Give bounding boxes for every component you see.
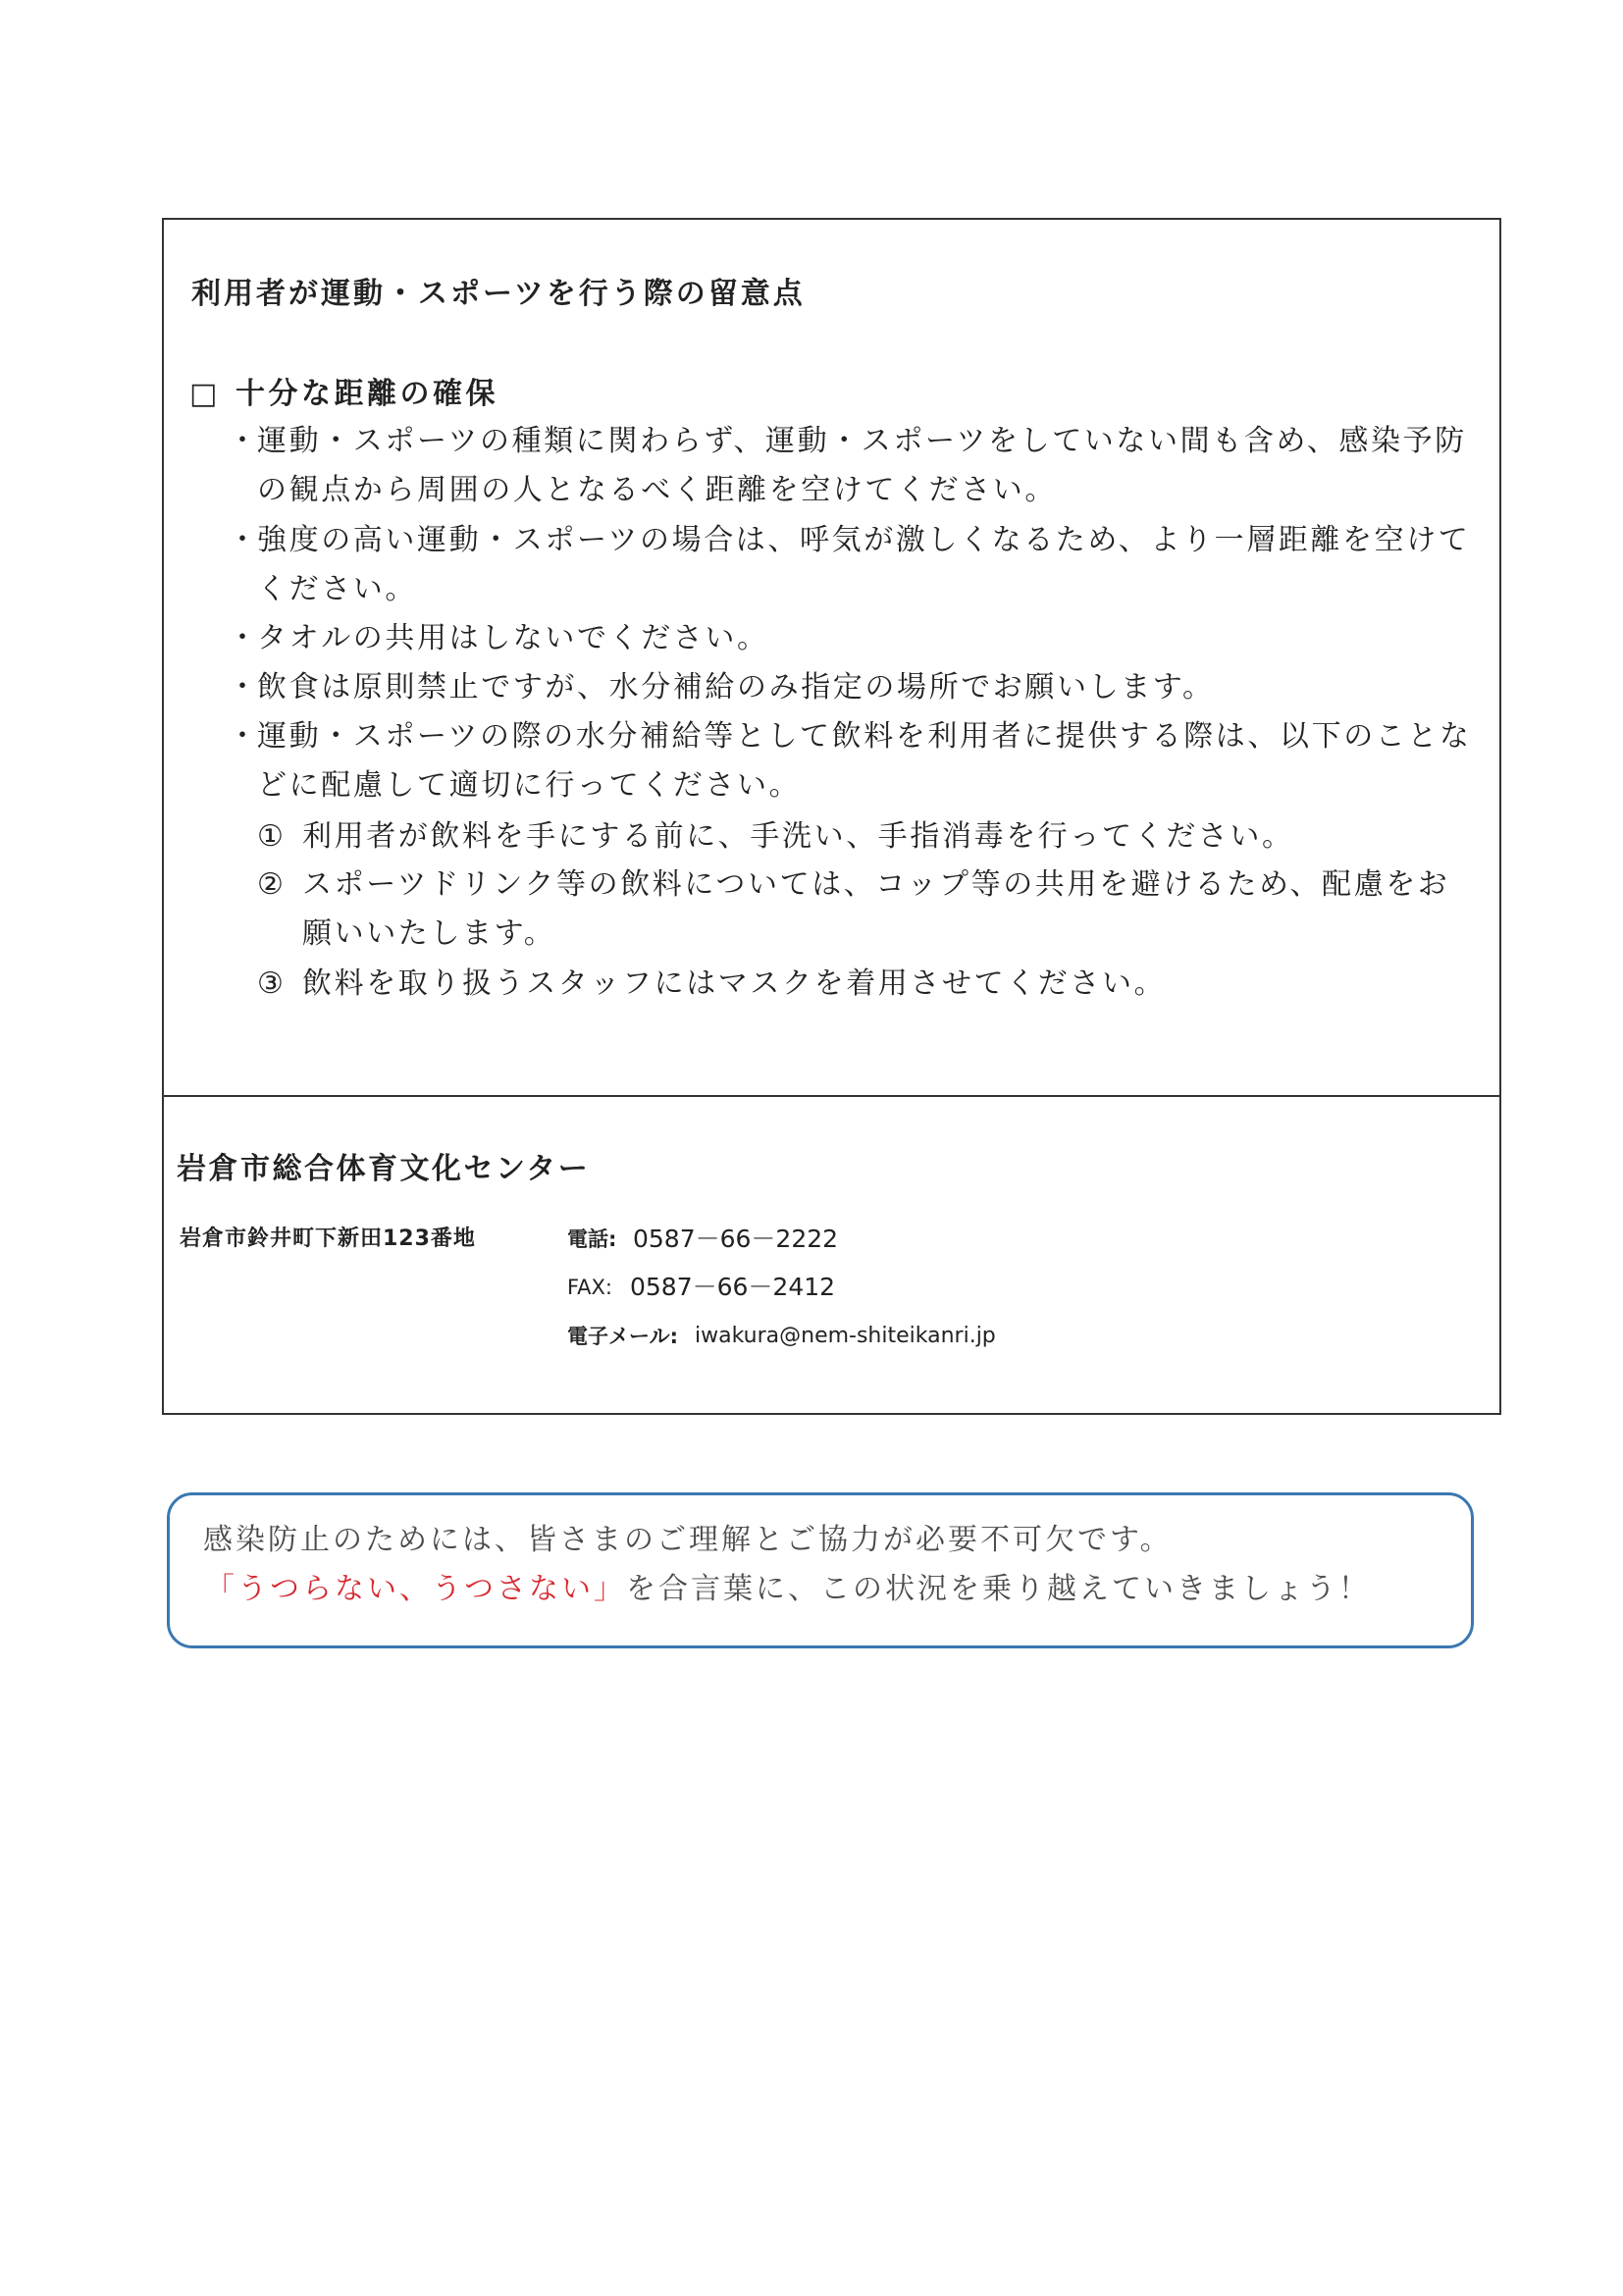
frame-divider [162, 1095, 1501, 1097]
number-marker: ③ [257, 966, 284, 1001]
numbered-line-continuation: 願いいたします。 [302, 916, 556, 951]
section-heading: 十分な距離の確保 [236, 377, 498, 411]
bullet-marker: ・ [228, 424, 257, 458]
bullet-marker: ・ [228, 523, 257, 557]
number-marker: ① [257, 819, 284, 854]
bullet-line [228, 516, 1470, 565]
message-line-1: 感染防止のためには、皆さまのご理解とご協力が必要不可欠です。 [203, 1523, 1173, 1557]
numbered-line [257, 960, 1166, 1009]
fax-label: FAX: [567, 1276, 612, 1299]
email-value: iwakura@nem-shiteikanri.jp [695, 1324, 996, 1348]
bullet-line [228, 417, 1467, 466]
bullet-text: タオルの共用はしないでください。 [257, 621, 769, 655]
bullet-marker: ・ [228, 719, 257, 754]
email-label: 電子メール: [567, 1325, 678, 1348]
numbered-text: 飲料を取り扱うスタッフにはマスクを着用させてください。 [302, 966, 1167, 1001]
bullet-line [228, 663, 1215, 712]
numbered-text: 利用者が飲料を手にする前に、手洗い、手指消毒を行ってください。 [302, 819, 1294, 854]
notice-title: 利用者が運動・スポーツを行う際の留意点 [191, 277, 806, 311]
bullet-text: 運動・スポーツの際の水分補給等として飲料を利用者に提供する際は、以下のことな [257, 719, 1472, 754]
bullet-line-continuation: の観点から周囲の人となるべく距離を空けてください。 [257, 473, 1057, 507]
bullet-marker: ・ [228, 621, 257, 655]
bullet-line [228, 614, 769, 663]
bullet-text: 飲食は原則禁止ですが、水分補給のみ指定の場所でお願いします。 [257, 670, 1215, 704]
bullet-text: 強度の高い運動・スポーツの場合は、呼気が激しくなるため、より一層距離を空けて [257, 523, 1471, 557]
numbered-line [257, 861, 1449, 910]
message-line-2-rest: を合言葉に、この状況を乗り越えていきましょう！ [626, 1572, 1371, 1606]
phone-label: 電話: [567, 1227, 617, 1251]
bullet-line-continuation: どに配慮して適切に行ってください。 [257, 768, 802, 803]
numbered-line [257, 812, 1294, 861]
number-marker: ② [257, 867, 284, 902]
numbered-text: スポーツドリンク等の飲料については、コップ等の共用を避けるため、配慮をお [302, 867, 1450, 902]
checkbox-icon: □ [189, 377, 218, 411]
bullet-line [228, 712, 1472, 761]
fax-value: 0587－66－2412 [630, 1273, 836, 1301]
bullet-marker: ・ [228, 670, 257, 704]
slogan-text: 「うつらない、うつさない」 [205, 1572, 626, 1606]
message-line-2 [205, 1570, 1371, 1609]
phone-value: 0587－66－2222 [633, 1225, 839, 1253]
bullet-line-continuation: ください。 [257, 572, 417, 606]
bullet-text: 運動・スポーツの種類に関わらず、運動・スポーツをしていない間も含め、感染予防 [257, 424, 1467, 458]
facility-address: 岩倉市鈴井町下新田123番地 [180, 1226, 476, 1251]
facility-name: 岩倉市総合体育文化センター [177, 1152, 591, 1186]
